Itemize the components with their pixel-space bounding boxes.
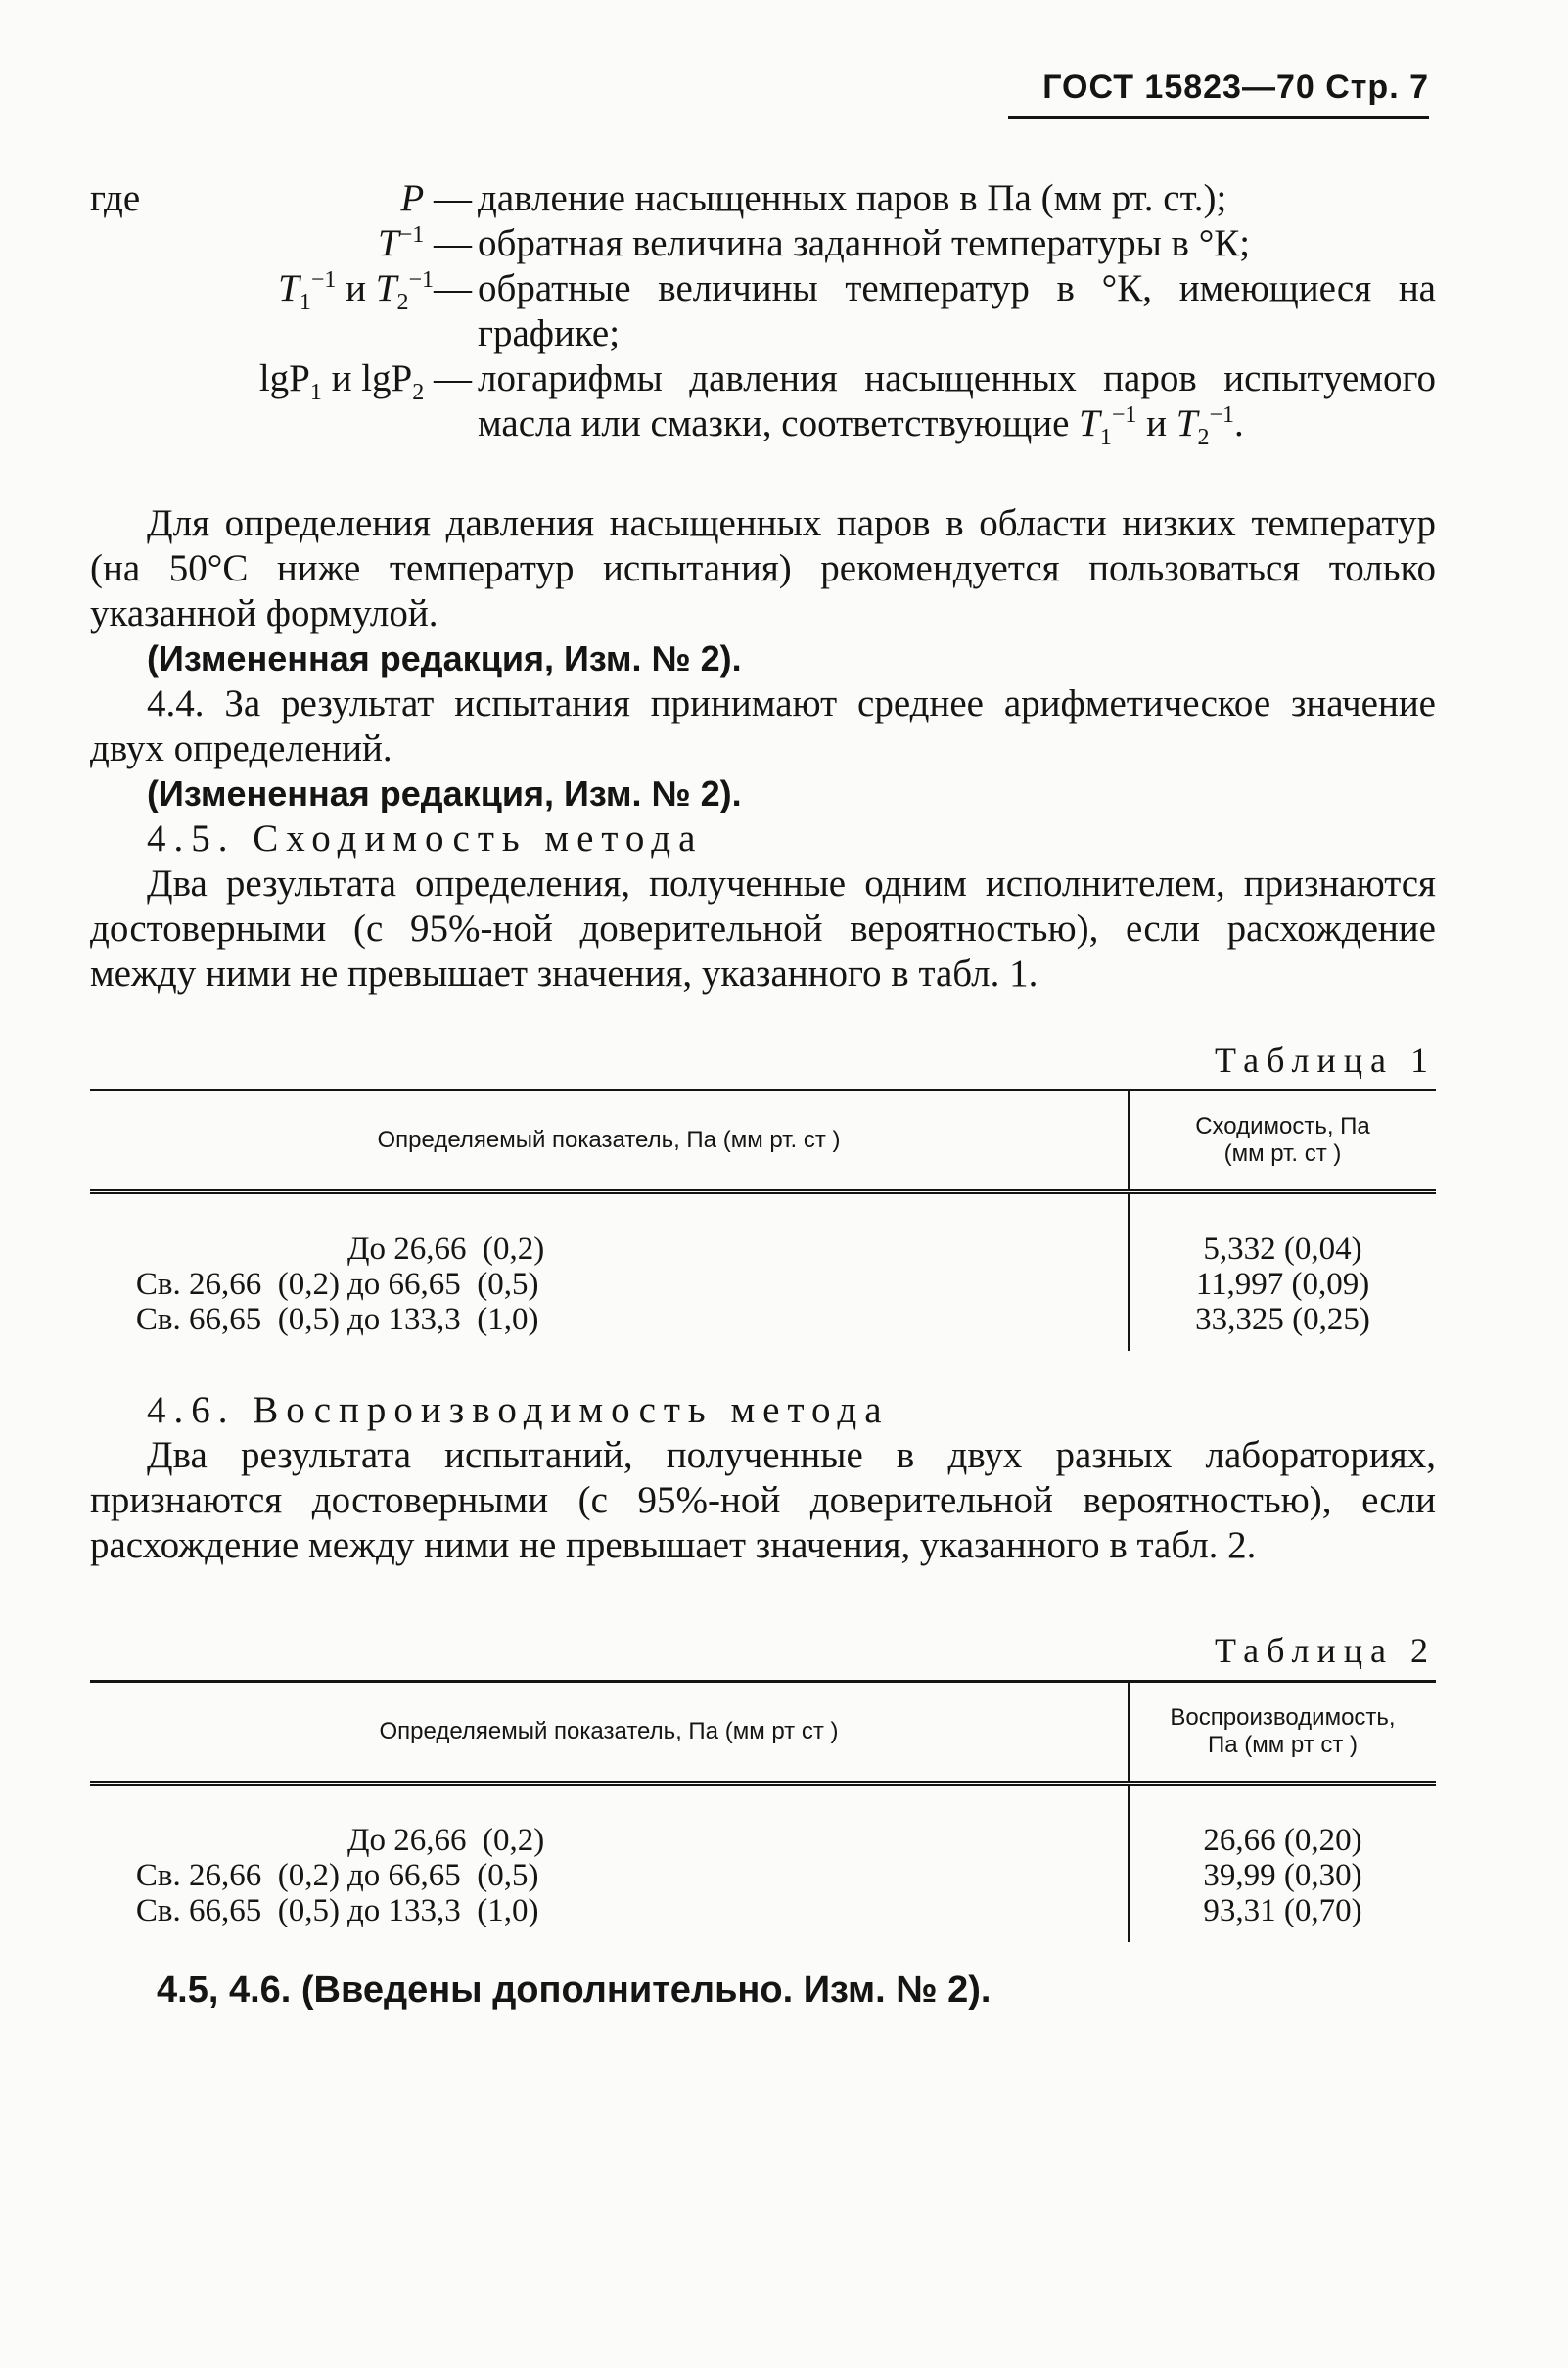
definition-symbol: P — (400, 177, 472, 219)
column-header-reproducibility: Воспроизводимость, Па (мм рт ст ) (1128, 1683, 1436, 1781)
table-cell-value: 33,325 (0,25) (1195, 1302, 1370, 1337)
table-cell-value: 26,66 (0,20) (1203, 1823, 1362, 1858)
column-header-indicator: Определяемый показатель, Па (мм рт ст ) (379, 1718, 839, 1744)
table-1 (90, 1089, 1436, 1351)
paragraph-4-4: 4.4. За результат испытания принимают среднее арифметическое значение двух определений. (90, 682, 1436, 769)
paragraph-4-6: Два результата испытаний, полученные в двух разных лабораториях, признаются достоверными (с 95%-ной доверительной вероятностью), если расхождение между ними не превышает значения, указанного в табл. 2. (90, 1434, 1436, 1566)
table-cell-value: 39,99 (0,30) (1203, 1858, 1362, 1893)
table-header (90, 1091, 1436, 1194)
table1-caption: Таблица 1 (1215, 1041, 1436, 1080)
definition-text: обратные величины температур в °К, имеющиеся на графике; (478, 267, 1436, 354)
amendment-note: 4.5, 4.6. (Введены дополнительно. Изм. № 2). (157, 1970, 992, 2011)
table-body (90, 1194, 1436, 1351)
table-row: Св. 26,66 (0,2) до 66,65 (0,5) (135, 1858, 539, 1893)
reproducibility-section (90, 1388, 1436, 1568)
definition-text: обратная величина заданной температуры в °К; (478, 222, 1251, 264)
table-row: Св. 66,65 (0,5) до 133,3 (1,0) (135, 1893, 539, 1928)
table-row: До 26,66 (0,2) (347, 1823, 545, 1858)
paragraph-low-temperature: Для определения давления насыщенных паров в области низких температур (на 50°С ниже температур испытания) рекомендуется пользоваться только указанной формулой. (90, 502, 1436, 634)
table-cell-value: 93,31 (0,70) (1203, 1893, 1362, 1928)
definition-row (90, 266, 1436, 356)
table-header (90, 1683, 1436, 1786)
definition-symbol: $T_1^{-1}$ и $T_2^{-1}—$ (278, 267, 472, 315)
table-body (90, 1786, 1436, 1942)
table-cell-value: 11,997 (0,09) (1195, 1267, 1370, 1302)
where-label: где (90, 177, 141, 219)
definition-symbol: $T^{-1}$ — (378, 222, 472, 264)
variable-definitions (90, 176, 1436, 450)
definition-symbol: lgP$_1$ и lgP$_2$ — (258, 357, 472, 405)
table-cell-value: 5,332 (0,04) (1203, 1231, 1362, 1267)
definition-row (90, 221, 1436, 266)
definition-row (90, 356, 1436, 450)
definition-row (90, 176, 1436, 221)
heading-4-6: 4.6. Воспроизводимость метода (147, 1389, 890, 1431)
body-section (90, 501, 1436, 997)
page-header: ГОСТ 15823—70 Стр. 7 (1008, 69, 1429, 119)
paragraph-4-5: Два результата определения, полученные одним исполнителем, признаются достоверными (с 95%-ной доверительной вероятностью), если расхождение между ними не превышает значения, указанного в табл. 1. (90, 862, 1436, 995)
column-header-convergence: Сходимость, Па (мм рт. ст ) (1128, 1091, 1436, 1189)
table-row: До 26,66 (0,2) (347, 1231, 545, 1267)
edition-note: (Измененная редакция, Изм. № 2). (147, 638, 742, 678)
edition-note: (Измененная редакция, Изм. № 2). (147, 773, 742, 813)
table-2 (90, 1680, 1436, 1942)
table2-caption: Таблица 2 (1215, 1631, 1436, 1670)
table-row: Св. 66,65 (0,5) до 133,3 (1,0) (135, 1302, 539, 1337)
column-header-indicator: Определяемый показатель, Па (мм рт. ст ) (377, 1127, 841, 1153)
heading-4-5: 4.5. Сходимость метода (147, 817, 704, 859)
table-row: Св. 26,66 (0,2) до 66,65 (0,5) (135, 1267, 539, 1302)
definition-text: давление насыщенных паров в Па (мм рт. ст.); (478, 177, 1227, 219)
definition-text: логарифмы давления насыщенных паров испытуемого масла или смазки, соответствующие $T_1^{-1}$ и $T_2^{-1}$. (478, 357, 1436, 450)
